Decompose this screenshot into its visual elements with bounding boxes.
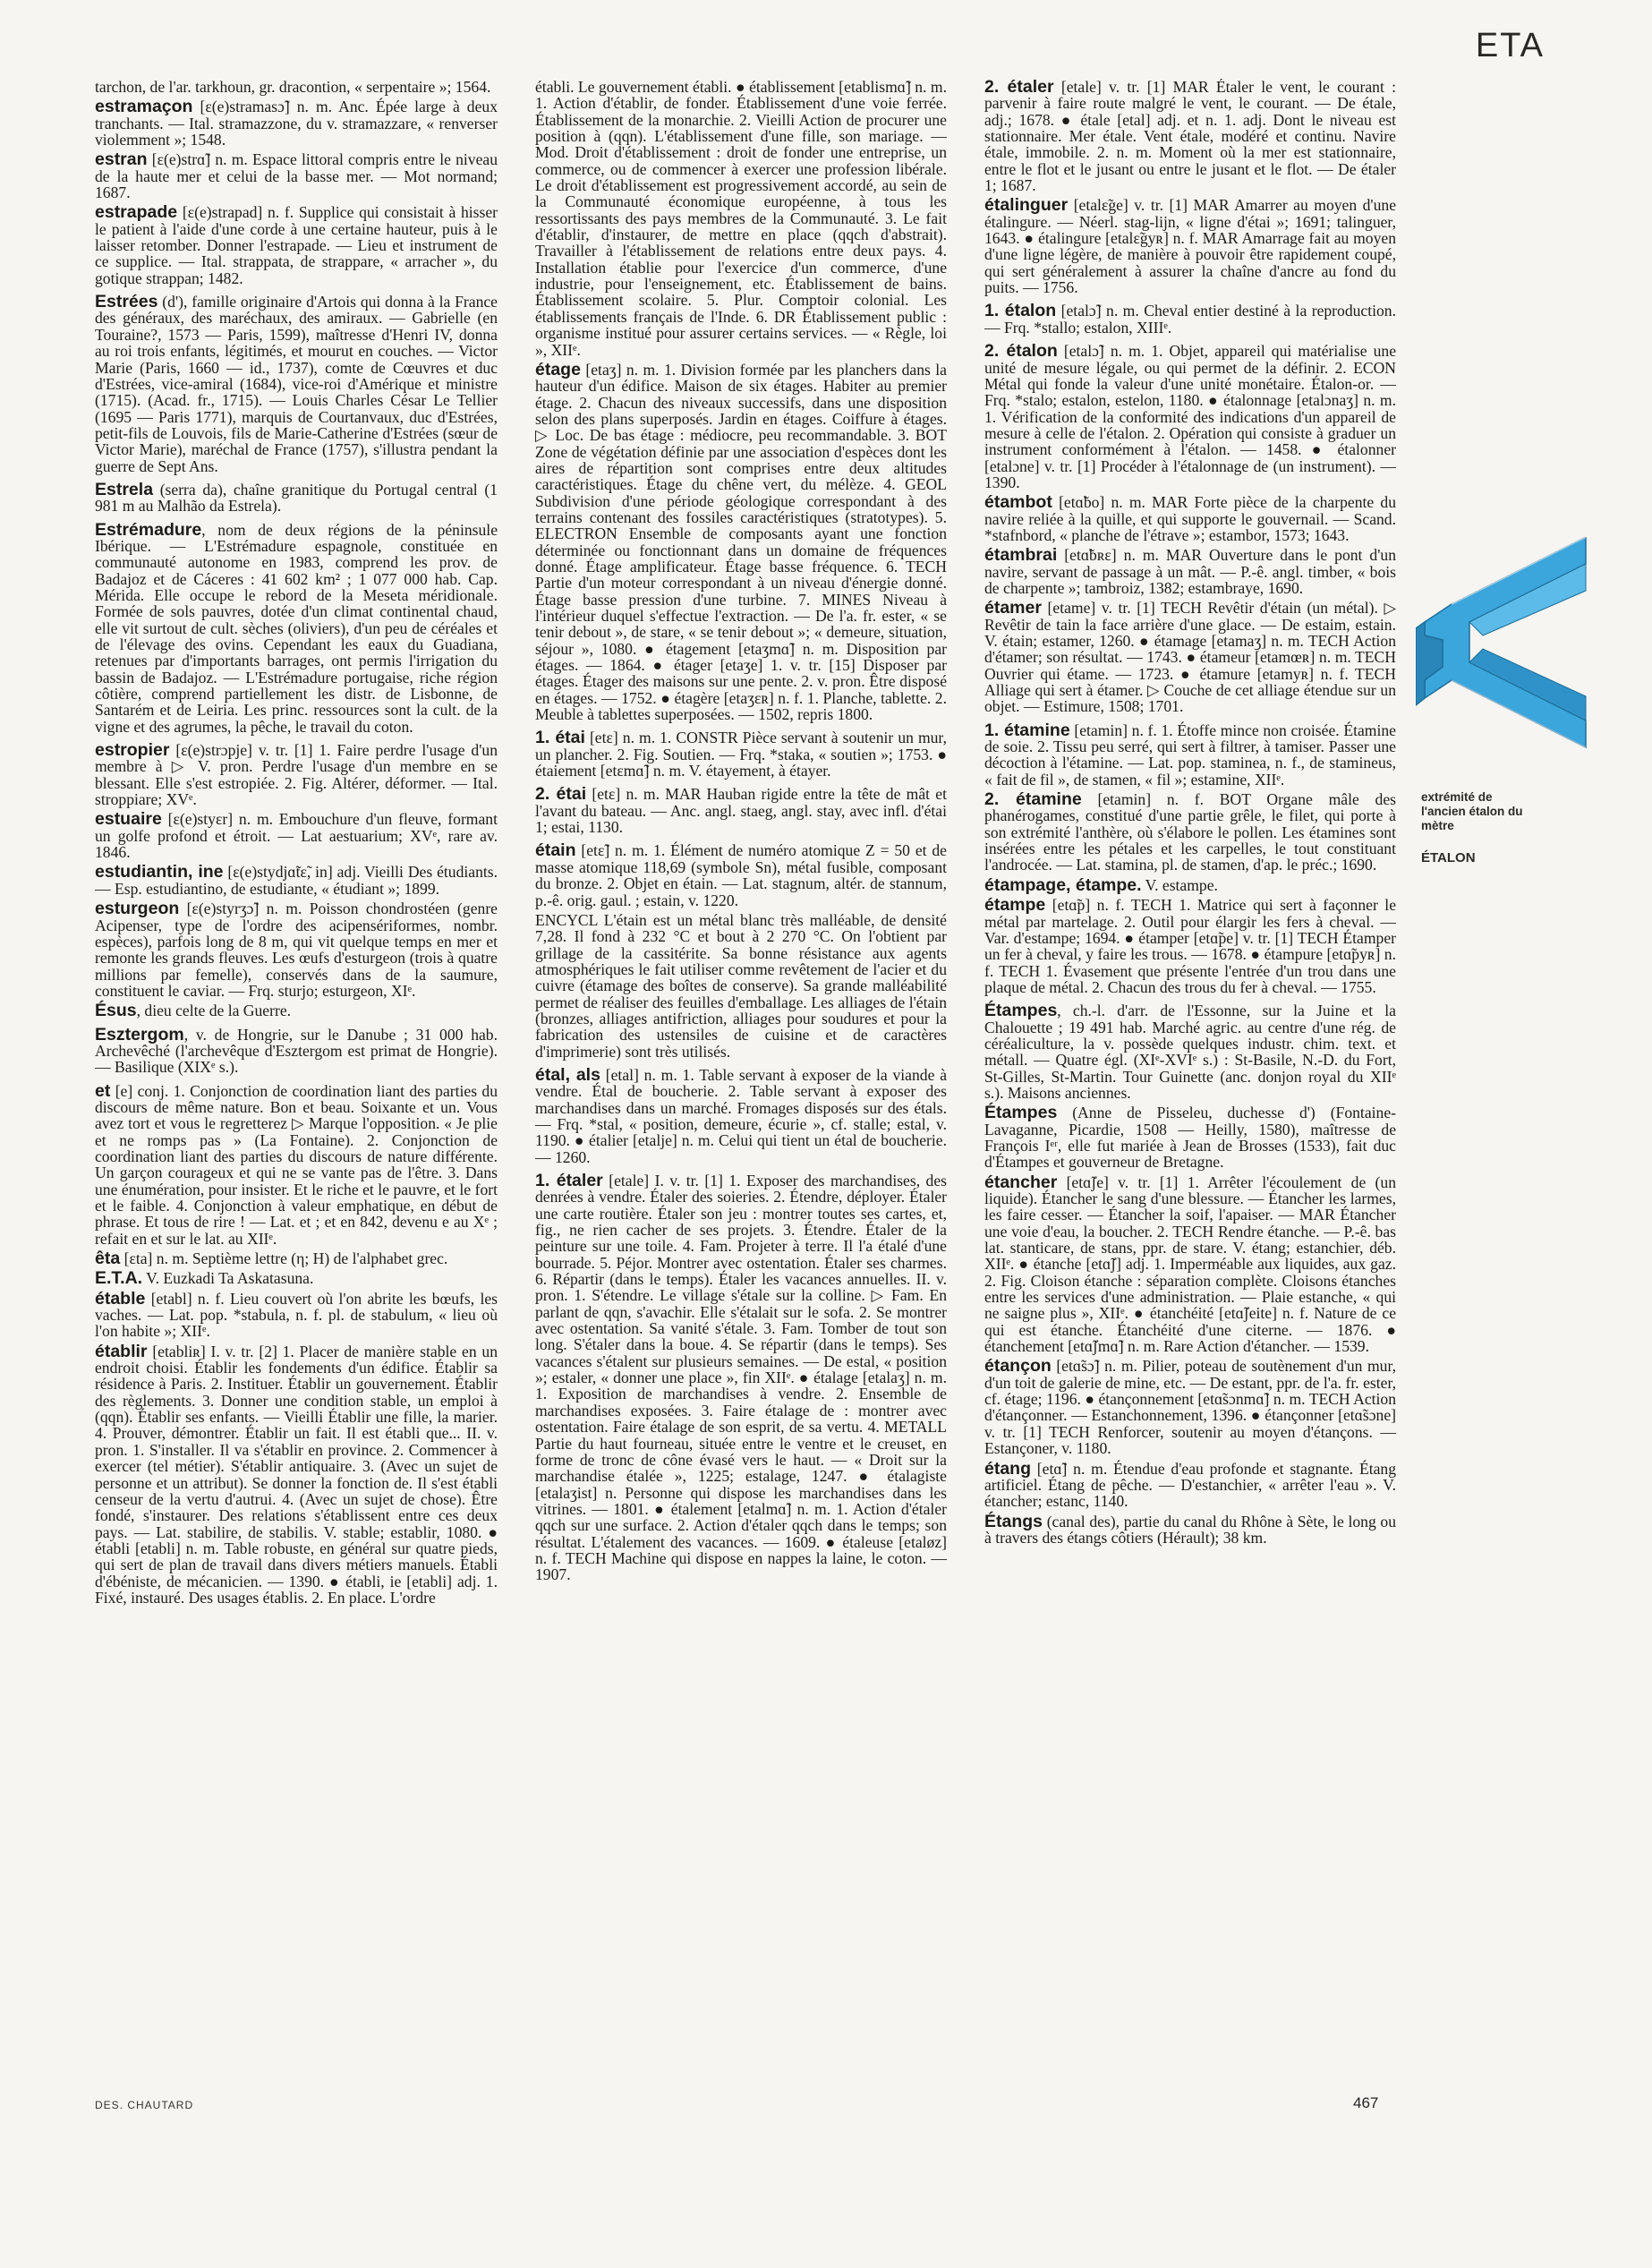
definition: [etɑ̃sɔ̃] n. m. Pilier, poteau de soutènement d'un mur, d'un toit de galerie de mine, etc. — De estant, ppr. de l'a. fr. ester, cf. étage; 1196. ● étançonnement [etɑ̃sɔnmɑ̃] n. m. TECH Action d'étançonner. — Estanchonnement, 1396. ● étançonner [etɑ̃sɔne] v. tr. [1] TECH Renforcer, soutenir au moyen d'étançons. — Estançoner, v. 1180.	[984, 1357, 1396, 1458]
encyclopedic-note: ENCYCL L'étain est un métal blanc très malléable, de densité 7,28. Il fond à 232 °C et bout à 2 270 °C. On l'obtient par grillage de la cassitérite. Sa bonne résistance aux agents atmosphériques le fait utiliser comme revêtement de l'acier et du cuivre (étamage des boîtes de conserve). Sa grande malléabilité permet de réaliser des feuilles d'emballage. Les alliages de l'étain (bronzes, alliages antifriction, alliages pour soudures et pour la fabrication des ustensiles de cuisine et de caractères d'imprimerie) sont très utilisés.	[535, 910, 947, 1061]
headword: établir	[95, 1341, 148, 1361]
definition: établi. Le gouvernement établi. ● établissement [etablismɑ̃] n. m. 1. Action d'établir, de fonder. Établissement d'une voie ferrée. Établissement de la monarchie. 2. Vieilli Action de procurer une position à (qqn). L'établissement d'une fille, son mariage. — Mod. Droit d'établissement : droit de fonder une entreprise, un commerce, ou de commencer à exercer une profession libérale. Le droit d'établissement est progressivement accordé, au sein de la Communauté économique européenne, à tous les ressortissants des pays membres de la Communauté. 3. Le fait d'établir, d'instaurer, de mettre en place (qqch d'abstrait). Travailler à l'établissement de relations entre deux pays. 4. Installation établie pour l'exercice d'un commerce, d'une industrie, pour l'enseignement, etc. Établissement de bains. Établissement scolaire. 5. Plur. Comptoir colonial. Les établissements français de l'Inde. 6. DR Établissement public : organisme institué pour assurer certains services. — « Règle, loi », XIIᵉ.	[535, 79, 947, 359]
definition: [etɑ̃ʃe] v. tr. [1] 1. Arrêter l'écoulement de (un liquide). Étancher le sang d'une blessure. — Étancher les larmes, les faire cesser. — Étancher la soif, l'apaiser. — MAR Étancher une voie d'eau, la boucher. 2. TECH Rendre étanche. — P.-ê. bas lat. stanticare, de stans, ppr. de stare. V. étang; estanchier, déb. XIIᵉ. ● étanche [etɑ̃ʃ] adj. 1. Imperméable aux liquides, aux gaz. 2. Fig. Cloison étanche : séparation complète. Cloisons étanches entre les services d'une administration. — Plaie estanche, « qui ne saigne plus », XIIᵉ. ● étanchéité [etɑ̃ʃeite] n. f. Nature de ce qui est étanche. Étanchéité d'une citerne. — 1876. ● étanchement [etɑ̃ʃmɑ̃] n. m. Rare Action d'étancher. — 1539.	[984, 1172, 1396, 1356]
headword: 2. étai	[535, 784, 587, 805]
entry	[95, 1080, 498, 1248]
definition: [etɑ̃bo] n. m. MAR Forte pièce de la charpente du navire reliée à la quille, et qui supporte le gouvernail. — Scand. *stafnbord, « planche de l'étrave »; estambor, 1573; 1643.	[984, 493, 1396, 544]
entry	[984, 79, 1396, 193]
definition: , nom de deux régions de la péninsule Ibérique. — L'Estrémadure espagnole, constituée en communauté autonome en 1983, comprend les prov. de Badajoz et de Cáceres : 41 602 km² ; 1 077 000 hab. Cap. Mérida. Elle occupe le rebord de la Meseta méridionale. Formée de sols pauvres, dotée d'un climat continental chaud, elle vit surtout de cult. sèches (oliviers), d'un peu de céréales et de l'élevage des ovins. Cependant les eaux du Guadiana, retenues par d'importants barrages, ont permis l'irrigation du bassin de Badajoz. — L'Estrémadure portugaise, riche région côtière, comprend partiellement les distr. de Lisbonne, de Santarém et de Leiria. Les princ. ressources sont la cult. de la vigne et des agrumes, la pêche, le travail du coton.	[95, 520, 498, 736]
definition: V. estampe.	[1141, 875, 1218, 894]
definition: [etɑ̃p] n. f. TECH 1. Matrice qui sert à façonner le métal par martelage. 2. Outil pour élargir les fers à cheval. — Var. d'estampe; 1694. ● étamper [etɑ̃pe] v. tr. [1] TECH Étamper un fer à cheval, y faire les trous. — 1678. ● étampure [etɑ̃pyʀ] n. f. TECH 1. Évasement que présente l'entrée d'un trou dans une plaque de métal. 2. Chacun des trous du fer à cheval. — 1755.	[984, 896, 1396, 996]
headword: estrapade	[95, 202, 178, 223]
definition: [etal] n. m. 1. Table servant à exposer de la viande à vendre. Étal de boucherie. 2. Table servant à exposer des marchandises dans un marché. Fromages disposés sur des étals. — Frq. *stal, « position, demeure, écurie », cf. stalle; estal, v. 1190. ● étalier [etalje] n. m. Celui qui tient un étal de boucherie. — 1260.	[535, 1065, 947, 1166]
entry	[984, 897, 1396, 995]
entry	[95, 204, 498, 286]
headword: étampage, étampe.	[984, 874, 1142, 895]
headword: étalinguer	[984, 195, 1069, 216]
entry	[535, 1064, 947, 1166]
entry	[535, 1172, 947, 1583]
entry	[535, 359, 947, 724]
definition: [etalɔ̃] n. m. Cheval entier destiné à la reproduction. — Frq. *stallo; estalon, XIIIᵉ.	[984, 302, 1396, 337]
definition: , v. de Hongrie, sur le Danube ; 31 000 hab. Archevêché (l'archevêque d'Esztergom est primat de Hongrie). — Basilique (XIXᵉ s.).	[95, 1025, 498, 1077]
entry	[984, 1513, 1396, 1547]
headword: Estrémadure	[95, 519, 202, 540]
definition: , ch.-l. d'arr. de l'Essonne, sur la Juine et la Chalouette ; 19 491 hab. Marché agric. au centre d'une rég. de céréaliculture, la v. possède quelques industr. chim. text. et métall. — Quatre égl. (XIᵉ-XVIᵉ s.) : St-Basile, N.-D. du Fort, St-Gilles, St-Martin. Tour Guinette (anc. donjon royal du XIIᵉ s.). Maisons anciennes.	[984, 1002, 1396, 1102]
illustration-caption: extrémité de l'ancien étalon du mètre	[1421, 790, 1523, 832]
definition: [etɑ̃bʀɛ] n. m. MAR Ouverture dans le pont d'un navire, servant de passage à un mât. — P.-ê. angl. timber, « bois de charpente »; tambroiz, 1382; estambraye, 1690.	[984, 546, 1396, 597]
entry	[95, 479, 498, 516]
definition: (Anne de Pisseleu, duchesse d') (Fontaine-Lavaganne, Picardie, 1508 — Heilly, 1580), maîtresse de François Iᵉʳ, elle fut mariée à Jean de Brosses (1533), fait duc d'Étampes et gouverneur de Bretagne.	[984, 1104, 1396, 1172]
definition: [etalɔ̃] n. m. 1. Objet, appareil qui matérialise une unité de mesure légale, ou qui permet de la définir. 2. ECON Métal qui fonde la valeur d'une unité monétaire. Étalon-or. — Frq. *stalo; estalon, estelon, 1180. ● étalonnage [etalɔnaʒ] n. m. 1. Vérification de la conformité des indications d'un appareil de mesure à celle de l'étalon. 2. Opération qui consiste à graduer un instrument conformément à l'étalon. — 1458. ● étalonner [etalɔne] v. tr. [1] Procéder à l'étalonnage de (un instrument). — 1390.	[984, 342, 1396, 491]
entry	[984, 197, 1396, 295]
entry	[95, 864, 498, 897]
definition: [ɛ(e)stramasɔ̃] n. m. Anc. Épée large à deux tranchants. — Ital. stramazzone, du v. stramazzare, « renverser violemment »; 1548.	[95, 98, 498, 149]
entry	[984, 874, 1396, 895]
entry	[95, 151, 498, 200]
entry	[984, 1002, 1396, 1101]
headword: étain	[535, 840, 576, 861]
entry	[95, 900, 498, 999]
definition: [etame] v. tr. [1] TECH Revêtir d'étain (un métal). ▷ Revêtir de tain la face arrière d'une glace. — De estaim, estain. V. étain; estamer, 1260. ● étamage [etamaʒ] n. m. TECH Action d'étamer; son résultat. — 1743. ● étameur [etamœʀ] n. m. TECH Ouvrier qui étame. — 1723. ● étamure [etamyʀ] n. f. TECH Alliage qui sert à étamer. ▷ Couche de cet alliage étendue sur un objet. — Estimure, 1508; 1701.	[984, 599, 1396, 716]
definition: [etɑ̃] n. m. Étendue d'eau profonde et stagnante. Étang artificiel. Étang de pêche. — D'estanchier, « arrêter l'eau ». V. étancher; estanc, 1140.	[984, 1459, 1396, 1511]
entry	[535, 842, 947, 908]
entry	[95, 1002, 498, 1019]
definition: [ɛ(e)styrʒɔ̃] n. m. Poisson chondrostéen (genre Acipenser, type de l'ordre des acipensériformes, nombr. espèces), parfois long de 8 m, qui vit quelque temps en mer et remonte les grands fleuves. Les œufs d'esturgeon (trois à quatre millions par femelle), conservés dans de la saumure, constituent le caviar. — Frq. sturjo; esturgeon, XIᵉ.	[95, 900, 498, 1000]
entry	[984, 1104, 1396, 1170]
illustrator-credit: DES. CHAUTARD	[95, 2099, 194, 2111]
headword: estran	[95, 149, 148, 170]
headword: et	[95, 1080, 111, 1101]
definition: [ɛta] n. m. Septième lettre (η; H) de l'alphabet grec.	[123, 1249, 448, 1268]
headword: 1. étaler	[535, 1171, 603, 1190]
entry	[984, 547, 1396, 596]
entry	[95, 1288, 498, 1341]
column-3	[984, 79, 1396, 2088]
definition: [etɛ̃] n. m. 1. Élément de numéro atomique Z = 50 et de masse atomique 118,69 (symbole Sn), métal fusible, composant du bronze. 2. Objet en étain. — Lat. stagnum, altér. de stannum, p.-ê. orig. gaul. ; estain, v. 1220.	[535, 841, 947, 909]
running-head: ETA	[1475, 27, 1545, 64]
definition: [etɛ] n. m. 1. CONSTR Pièce servant à soutenir un mur, un plancher. 2. Fig. Soutien. — Frq. *staka, « soutien »; 1753. ● étaiement [etɛmɑ̃] n. m. V. étayement, à étayer.	[535, 729, 947, 780]
definition: [ɛ(e)stydjɑ̃tɛ̃, in] adj. Vieilli Des étudiants. — Esp. estudiantino, de estudiante, « étudiant »; 1899.	[95, 863, 498, 898]
definition: V. Euzkadi Ta Askatasuna.	[142, 1269, 314, 1288]
headword: 2. étaler	[984, 79, 1054, 97]
definition: [ɛ(e)strapad] n. f. Supplice qui consistait à hisser le patient à l'aide d'une corde à une certaine hauteur, puis à le laisser retomber. Donner l'estrapade. — Lieu et instrument de ce supplice. — Ital. strappata, de strappare, « arracher », du gotique strappan; 1482.	[95, 203, 498, 287]
metre-bar-cross-section-icon	[1416, 537, 1595, 777]
entry	[95, 519, 498, 736]
headword: E.T.A.	[95, 1268, 143, 1289]
entry	[95, 1268, 498, 1289]
entry	[984, 1458, 1396, 1511]
entry	[95, 294, 498, 474]
entry	[984, 303, 1396, 336]
headword: étambrai	[984, 545, 1058, 566]
entry	[984, 1174, 1396, 1355]
headword: étancher	[984, 1172, 1058, 1192]
headword: Étampes	[984, 1103, 1058, 1123]
headword: étage	[535, 359, 581, 379]
headword: Ésus	[95, 1001, 137, 1021]
headword: esturgeon	[95, 899, 180, 919]
entry	[984, 600, 1396, 714]
entry	[984, 791, 1396, 874]
headword: Étampes	[984, 1001, 1058, 1021]
definition: (d'), famille originaire d'Artois qui donna à la France des généraux, des maréchaux, des amiraux. — Gabrielle (en Touraine?, 1573 — Paris, 1599), maîtresse d'Henri IV, donna au roi trois enfants, légitimés, et mourut en couches. — Victor Marie (Paris, 1660 — id., 1737), comte de Cœuvres et duc d'Estrées, vice-amiral (1684), vice-roi d'Amérique et ministre (1715). (Acad. fr., 1715). — Louis Charles César Le Tellier (1695 — Paris 1771), marquis de Courtanvaux, duc d'Estrées, petit-fils de Louvois, fils de Marie-Catherine d'Estrées (sœur de Victor Marie), maréchal de France (1757), s'illustra pendant la guerre de Sept Ans.	[95, 293, 498, 475]
definition: [etabliʀ] I. v. tr. [2] 1. Placer de manière stable en un endroit choisi. Établir les fondements d'un édifice. Établir sa résidence à Paris. 2. Instituer. Établir un gouvernement. Établir des règlements. 3. Donner une condition stable, un emploi à (qqn). Établir ses enfants. — Vieilli Établir une fille, la marier. 4. Prouver, démontrer. Établir un fait. Il est établi que... II. v. pron. 1. S'installer. Il va s'établir en province. 2. Commencer à exercer (tel métier). S'établir antiquaire. 3. (Avec un sujet de personne et un attribut). Se donner la fonction de. Il s'est établi censeur de la vertu d'autrui. 4. (Avec un sujet de chose). Être fondé, s'instaurer. Des relations s'établissent entre ces deux pays. — Lat. stabilire, de stabilis. V. stable; establir, 1080. ● établi [etabli] n. m. Table robuste, en général sur quatre pieds, qui sert de plan de travail dans divers métiers manuels. Établi d'ébéniste, de mécanicien. — 1390. ● établi, ie [etabli] adj. 1. Fixé, instauré. Des usages établis. 2. En place. L'ordre	[95, 1342, 498, 1607]
entry	[95, 1343, 498, 1607]
headword: étançon	[984, 1356, 1052, 1377]
entry	[984, 722, 1396, 788]
headword: Étangs	[984, 1511, 1043, 1531]
definition: [etɛ] n. m. MAR Hauban rigide entre la tête de mât et l'avant du bateau. — Anc. angl. staeg, angl. stay, avec infl. d'étai 1; estai, 1130.	[535, 785, 947, 837]
entry	[535, 729, 947, 779]
headword: 1. étalon	[984, 301, 1057, 321]
entry	[535, 912, 947, 1060]
entry	[984, 1358, 1396, 1456]
definition: [etale] I. v. tr. [1] 1. Exposer des marchandises, des denrées à vendre. Étaler des soieries. 2. Étendre, déployer. Étaler une carte routière. Étaler son jeu : montrer toutes ses cartes, et, fig., ne rien cacher de ses projets. 3. Étendre. Étaler de la peinture sur une toile. 4. Fam. Projeter à terre. Il l'a étalé d'une bourrade. 5. Péjor. Montrer avec ostentation. Étaler ses charmes. 6. Répartir (dans le temps). Étaler les vacances annuelles. II. v. pron. 1. S'étendre. Le village s'étale sur la colline. ▷ Fam. En parlant de qqn, s'avachir. Elle s'étalait sur le sofa. 2. Se montrer avec ostentation. Sa vanité s'étale. 3. Fam. Tomber de tout son long. S'étaler dans la boue. 4. Se répartir (dans le temps). Ses vacances s'étalent sur plusieurs semaines. — De estal, « position »; estaler, « donner une place », fin XIIᵉ. ● étalage [etalaʒ] n. m. 1. Exposition de marchandises à vendre. 2. Ensemble de marchandises exposées. 3. Faire étalage de : montrer avec ostentation. Faire étalage de son esprit, de sa vertu. 4. METALL Partie du haut fourneau, située entre le ventre et le creuset, en forme de tronc de cône évasé vers le haut. — « Droit sur la marchandise étalée », 1225; estalage, 1247. ● étalagiste [etalaʒist] n. Personne qui dispose les marchandises dans les vitrines. — 1801. ● étalement [etalmɑ̃] n. m. 1. Action d'étaler qqch sur une surface. 2. Action d'étaler qqch dans le temps; son résultat. L'étalement des vacances. — 1609. ● étaleuse [etaløz] n. f. TECH Machine qui dispose en nappes la laine, le coton. — 1907.	[535, 1172, 947, 1584]
definition: [etamin] n. f. 1. Étoffe mince non croisée. Étamine de soie. 2. Tissu peu serré, qui sert à filtrer, à tamiser. Passer une décoction à l'étamine. — Lat. pop. staminea, n. f., de stamineus, « fait de fil », de stamen, « fil »; estamine, XIIᵉ.	[984, 720, 1396, 789]
definition: [ɛ(e)styɛr] n. m. Embouchure d'un fleuve, formant un golfe profond et étroit. — Lat aestuarium; XVᵉ, rare av. 1846.	[95, 810, 498, 862]
definition: [ɛ(e)strɔpje] v. tr. [1] 1. Faire perdre l'usage d'un membre à ▷ V. pron. Perdre l'usage d'un membre en se blessant. Elle s'est estropiée. 2. Fig. Altérer, déformer. — Ital. stroppiare; XVᵉ.	[95, 741, 498, 809]
entry	[95, 811, 498, 860]
headword: étable	[95, 1288, 146, 1309]
definition: [e] conj. 1. Conjonction de coordination liant des parties du discours de même nature. Bon et beau. Soixante et un. Vous avez tort et vous le regretterez ▷ Marque l'opposition. « Je plie et ne romps pas » (La Fontaine). 2. Conjonction de coordination liant des parties du discours de nature différente. Un garçon courageux et qui ne se vante pas de l'être. 3. Dans une énumération, pour insister. Et le riche et le pauvre, et le fort et le faible. 4. Conjonction à valeur emphatique, en début de phrase. Et tous de rire ! — Lat. et ; et en 842, devenu e au Xᵉ ; refait en et sur le lat. au XIIᵉ.	[95, 1081, 498, 1248]
headword: étampe	[984, 895, 1046, 916]
definition: [etabl] n. f. Lieu couvert où l'on abrite les bœufs, les vaches. — Lat. pop. *stabula, n. f. pl. de stabulum, « lieu où l'on habite »; XIIᵉ.	[95, 1289, 498, 1341]
entry	[95, 98, 498, 148]
entry	[984, 494, 1396, 543]
definition: [etale] v. tr. [1] MAR Étaler le vent, le courant : parvenir à faire route malgré le vent, le courant. — De étale, adj.; 1678. ● étale [etal] adj. et n. 1. adj. Dont le niveau est stationnaire. Mer étale. Vent étale, modéré et continu. Navire étale, immobile. 2. n. m. Moment où la mer est stationnaire, entre le flot et le jusant ou entre le jusant et le flot. — De étaler 1; 1687.	[984, 79, 1396, 195]
entry	[95, 742, 498, 807]
illustration-label: ÉTALON	[1421, 850, 1476, 865]
headword: estuaire	[95, 809, 162, 830]
headword: 1. étai	[535, 728, 585, 748]
definition: (serra da), chaîne granitique du Portugal central (1 981 m au Malhão da Estrela).	[95, 480, 498, 516]
headword: 2. étamine	[984, 789, 1082, 810]
headword: étal, als	[535, 1064, 600, 1085]
headword: Estrela	[95, 479, 154, 499]
headword: étambot	[984, 492, 1052, 513]
entry	[95, 1024, 498, 1077]
entry	[535, 786, 947, 835]
column-1	[95, 79, 498, 2088]
entry	[95, 1249, 498, 1269]
page-number: 467	[1353, 2094, 1379, 2111]
definition: (canal des), partie du canal du Rhône à Sète, le long ou à travers des étangs côtiers (Hérault); 38 km.	[984, 1512, 1396, 1547]
headword: 1. étamine	[984, 720, 1070, 740]
headword: Estrées	[95, 292, 158, 312]
headword: estramaçon	[95, 97, 193, 117]
definition: [ɛ(e)strɑ̃] n. m. Espace littoral compris entre le niveau de la haute mer et celui de la basse mer. — Mot normand; 1687.	[95, 150, 498, 202]
metre-standard-illustration	[1416, 537, 1595, 777]
headword: étamer	[984, 598, 1042, 618]
column-2	[535, 79, 947, 2088]
headword: estudiantin, ine	[95, 862, 224, 882]
definition: [etamin] n. f. BOT Organe mâle des phanérogames, constitué d'une partie grêle, le filet, qui porte à son extrémité l'anthère, où s'élabore le pollen. Les étamines sont insérées entre les pétales et les carpelles, le tout constituant l'androcée. — Lat. stamina, pl. de stamen, d'ap. le préc.; 1690.	[984, 790, 1396, 874]
headword: étang	[984, 1458, 1032, 1479]
entry	[535, 79, 947, 358]
definition: , dieu celte de la Guerre.	[136, 1002, 292, 1020]
entry	[95, 79, 498, 95]
headword: êta	[95, 1249, 121, 1269]
headword: 2. étalon	[984, 341, 1058, 362]
headword: estropier	[95, 740, 170, 761]
definition: [etalɛ̃ge] v. tr. [1] MAR Amarrer au moyen d'une étalingure. — Néerl. stag-lijn, « ligne d'étai »; 1691; talinguer, 1643. ● étalingure [etalɛ̃gyʀ] n. f. MAR Amarrage fait au moyen d'une ligne légère, de manière à pouvoir être rapidement coupé, qui sert généralement à assurer la chaîne d'ancre au fond du puits. — 1756.	[984, 196, 1396, 297]
entry	[984, 343, 1396, 490]
headword: Esztergom	[95, 1024, 184, 1044]
definition: [etaʒ] n. m. 1. Division formée par les planchers dans la hauteur d'un édifice. Maison de six étages. Habiter au premier étage. 2. Chacun des niveaux successifs, dans une disposition selon des plans superposés. Jardin en étages. Coiffure à étages. ▷ Loc. De bas étage : médiocre, peu recommandable. 3. BOT Zone de végétation définie par une association d'espèces dont les aires de répartition sont comprises entre deux altitudes caractéristiques. Étage du chêne vert, du mélèze. 4. GEOL Subdivision d'une période géologique correspondant à des terrains contenant des fossiles caractéristiques (stratotypes). 5. ELECTRON Ensemble de composants ayant une fonction déterminée ou fonctionnant dans un domaine de fréquences donné. Étage amplificateur. Étage basse fréquence. 6. TECH Partie d'un moteur correspondant à un niveau d'énergie donné. Étage basse pression d'une turbine. 7. MINES Niveau à l'intérieur duquel s'effectue l'extraction. — De l'a. fr. ester, « se tenir debout », de stare, « se tenir debout »; « demeure, situation, séjour », 1080. ● étagement [etaʒmɑ̃] n. m. Disposition par étages. — 1864. ● étager [etaʒe] 1. v. tr. [15] Disposer par étages. Étager des maisons sur une pente. 2. v. pron. Être disposé en étages. — 1752. ● étagère [etaʒɛʀ] n. f. 1. Planche, tablette. 2. Meuble à tablettes superposées. — 1502, repris 1800.	[535, 360, 947, 724]
definition: tarchon, de l'ar. tarkhoun, gr. dracontion, « serpentaire »; 1564.	[95, 79, 491, 96]
